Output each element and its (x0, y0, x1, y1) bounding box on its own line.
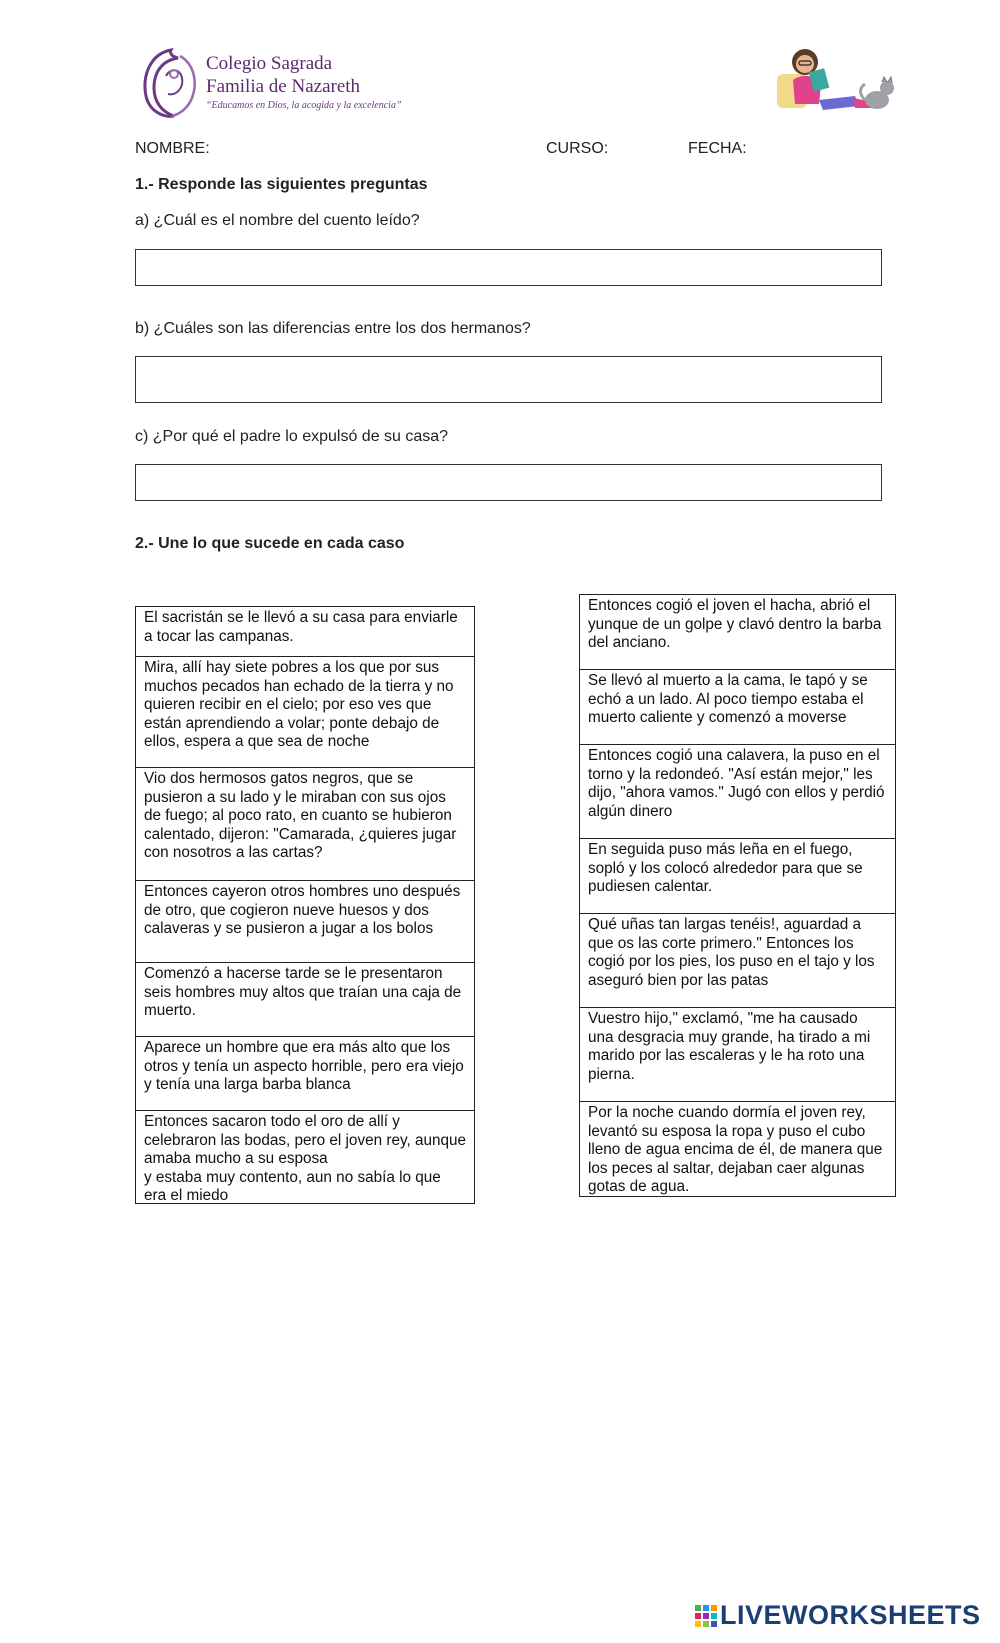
right-item[interactable]: Por la noche cuando dormía el joven rey, levantó su esposa la ropa y puso el cubo lleno de agua encima de él, de manera que los peces al saltar, dejaban caer algunas gotas de agua. (588, 1104, 883, 1196)
school-name-line1: Colegio Sagrada (206, 53, 333, 74)
section1-title: 1.- Responde las siguientes preguntas (135, 176, 428, 193)
left-item[interactable]: Mira, allí hay siete pobres a los que por sus muchos pecados han echado de la tierra y no quieren recibir en el cielo; por eso ves que están aprendiendo a volar; ponte debajo de ellos, espera a que sea de noche (136, 657, 474, 768)
answer-box-a[interactable] (135, 249, 882, 286)
school-logo-icon (140, 46, 202, 122)
answer-box-c[interactable] (135, 464, 882, 501)
name-label: NOMBRE: (135, 140, 210, 157)
girl-reading-illustration-icon (775, 44, 895, 118)
left-column (135, 606, 475, 1204)
question-c: c) ¿Por qué el padre lo expulsó de su casa? (135, 428, 449, 445)
right-item[interactable]: Entonces cogió una calavera, la puso en el torno y la redondeó. "Así están mejor," les dijo, "ahora vamos." Jugó con ellos y perdió algún dinero (580, 745, 895, 839)
left-item[interactable]: Comenzó a hacerse tarde se le presentaron seis hombres muy altos que traían una caja de muerto. (136, 963, 474, 1037)
course-label: CURSO: (546, 140, 609, 157)
left-item[interactable]: El sacristán se le llevó a su casa para enviarle a tocar las campanas. (136, 607, 474, 657)
left-item[interactable]: Vio dos hermosos gatos negros, que se pusieron a su lado y le miraban con sus ojos de fuego; al poco rato, en cuanto se hubieron calentado, dijeron: "Camarada, ¿quieres jugar con nosotros a las cartas? (136, 768, 474, 881)
question-a: a) ¿Cuál es el nombre del cuento leído? (135, 212, 420, 229)
left-item[interactable]: Aparece un hombre que era más alto que los otros y tenía un aspecto horrible, pero era viejo y tenía una larga barba blanca (136, 1037, 474, 1111)
school-motto: “Educamos en Dios, la acogida y la excelencia” (206, 100, 402, 111)
answer-box-b[interactable] (135, 356, 882, 403)
right-item[interactable]: Se llevó al muerto a la cama, le tapó y se echó a un lado. Al poco tiempo estaba el muerto caliente y comenzó a moverse (580, 670, 895, 745)
left-item[interactable]: Entonces sacaron todo el oro de allí y celebraron las bodas, pero el joven rey, aunque amaba mucho a su esposa y estaba muy contento, aun no sabía lo que era el miedo (144, 1113, 467, 1203)
right-item[interactable]: Qué uñas tan largas tenéis!, aguardad a que os las corte primero." Entonces los cogió por los pies, los puso en el tajo y los aseguró bien por las patas (580, 914, 895, 1008)
liveworksheets-logo-icon (695, 1605, 717, 1627)
section2-title: 2.- Une lo que sucede en cada caso (135, 535, 405, 552)
question-b: b) ¿Cuáles son las diferencias entre los dos hermanos? (135, 320, 531, 337)
left-item[interactable]: Entonces cayeron otros hombres uno después de otro, que cogieron nueve huesos y dos calaveras y se pusieron a jugar a los bolos (136, 881, 474, 963)
school-name-line2: Familia de Nazareth (206, 76, 361, 97)
footer-brand: LIVEWORKSHEETS (720, 1600, 981, 1630)
right-column (579, 594, 896, 1197)
right-item[interactable]: Entonces cogió el joven el hacha, abrió el yunque de un golpe y clavó dentro la barba del anciano. (580, 595, 895, 670)
date-label: FECHA: (688, 140, 747, 157)
right-item[interactable]: Vuestro hijo," exclamó, "me ha causado una desgracia muy grande, ha tirado a mi marido por las escaleras y le ha roto una pierna. (580, 1008, 895, 1102)
right-item[interactable]: En seguida puso más leña en el fuego, sopló y los colocó alrededor para que se pudiesen calentar. (580, 839, 895, 914)
